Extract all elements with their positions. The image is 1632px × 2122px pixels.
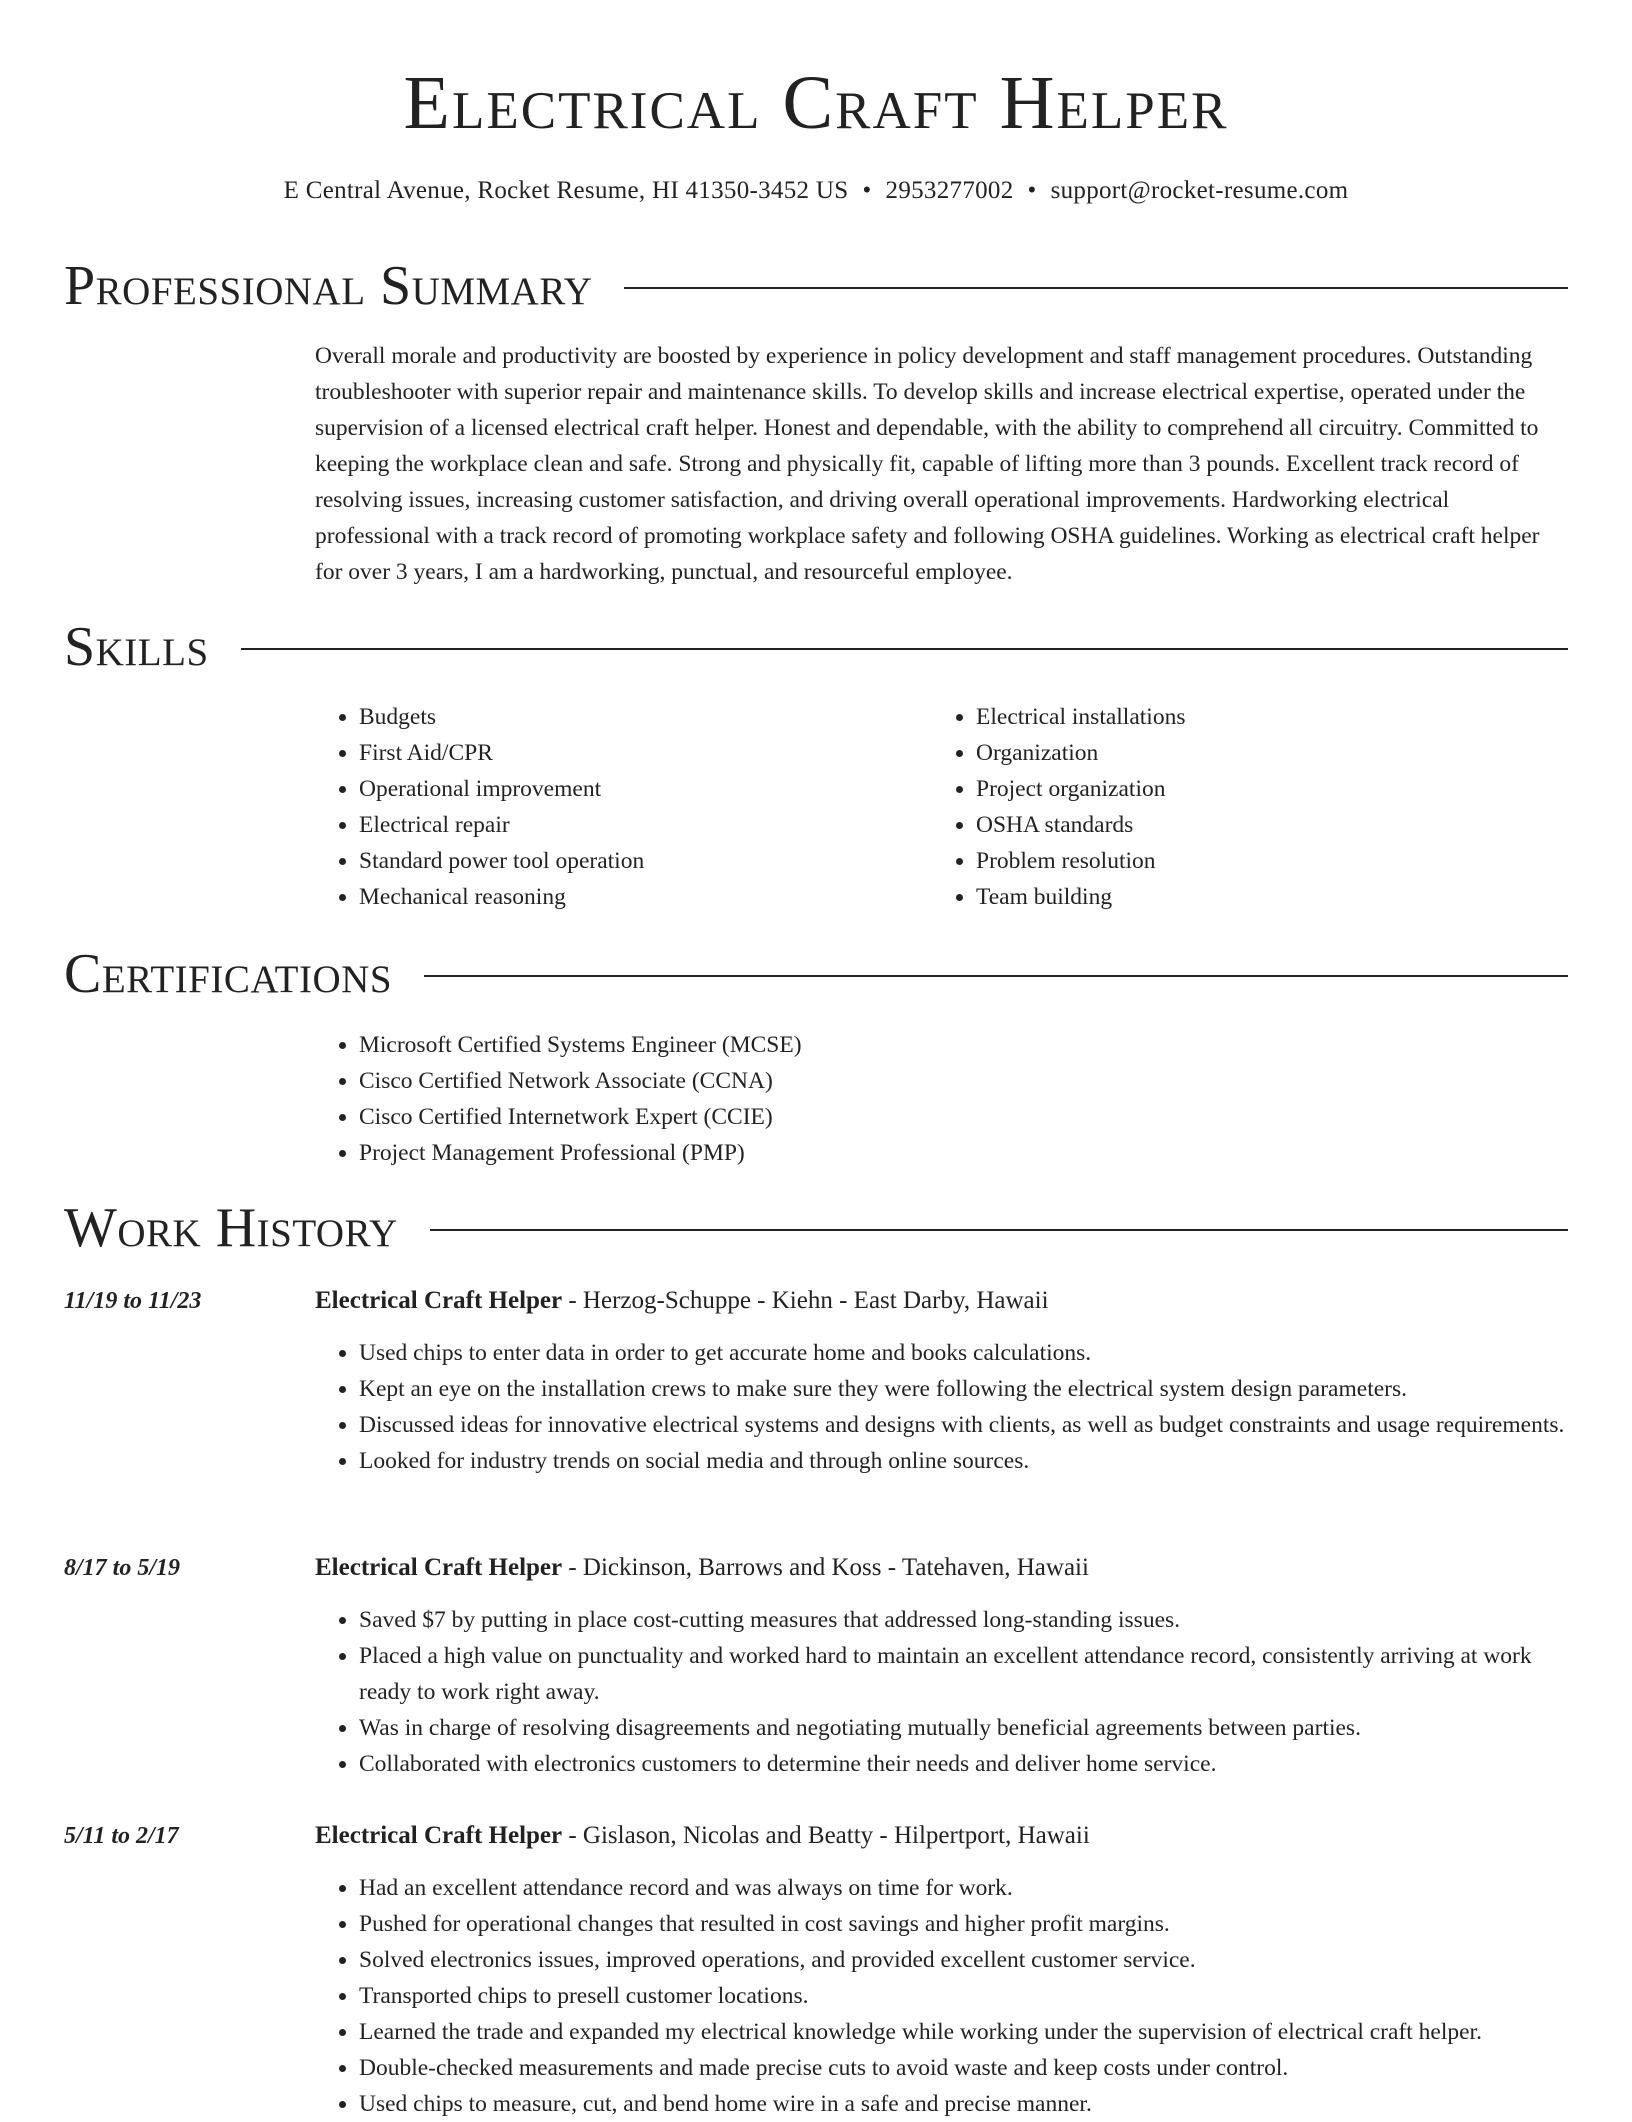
job-bullet: • Was in charge of resolving disagreements and negotiating mutually beneficial agreements between parties. xyxy=(359,1710,1568,1746)
skill-item: • First Aid/CPR xyxy=(359,735,644,771)
summary-section-header xyxy=(64,254,1568,318)
skills-section-header xyxy=(64,615,1568,679)
work-history-section-header xyxy=(64,1196,1568,1260)
contact-phone: 2953277002 xyxy=(885,177,1014,204)
job-bullet: • Learned the trade and expanded my electrical knowledge while working under the supervision of electrical craft helper. xyxy=(359,2014,1568,2050)
job-bullet: • Used chips to enter data in order to get accurate home and books calculations. xyxy=(359,1335,1568,1371)
job-role: Electrical Craft Helper xyxy=(315,1822,563,1849)
job-company: - Gislason, Nicolas and Beatty - Hilpertport, Hawaii xyxy=(562,1822,1090,1849)
job-bullet: • Discussed ideas for innovative electrical systems and designs with clients, as well as budget constraints and usage requirements. xyxy=(359,1407,1568,1443)
skill-item: • Problem resolution xyxy=(976,843,1185,879)
job-bullet: • Solved electronics issues, improved operations, and provided excellent customer service. xyxy=(359,1942,1568,1978)
job-bullet: • Used chips to measure, cut, and bend home wire in a safe and precise manner. xyxy=(359,2086,1568,2122)
section-title-work-history: Work History xyxy=(64,1197,398,1259)
skill-item: • Mechanical reasoning xyxy=(359,879,644,915)
skill-item: • OSHA standards xyxy=(976,807,1185,843)
skill-item: • Project organization xyxy=(976,771,1185,807)
skill-item: • Electrical installations xyxy=(976,699,1185,735)
job-title-line xyxy=(315,1284,1049,1318)
skill-item: • Organization xyxy=(976,735,1185,771)
contact-line xyxy=(0,174,1632,208)
job-bullet: • Had an excellent attendance record and was always on time for work. xyxy=(359,1870,1568,1906)
job-title-line xyxy=(315,1819,1090,1853)
job-bullet: • Placed a high value on punctuality and worked hard to maintain an excellent attendance record, consistently arriving at work ready to work right away. xyxy=(359,1638,1568,1710)
skills-column-left xyxy=(315,699,644,915)
job-role: Electrical Craft Helper xyxy=(315,1287,563,1314)
section-divider xyxy=(424,975,1568,977)
contact-email: support@rocket-resume.com xyxy=(1050,177,1349,204)
section-divider xyxy=(624,287,1568,289)
skill-item: • Electrical repair xyxy=(359,807,644,843)
job-title-line xyxy=(315,1551,1089,1585)
certifications-section-header xyxy=(64,942,1568,1006)
skill-item: • Standard power tool operation xyxy=(359,843,644,879)
job-dates: 5/11 to 2/17 xyxy=(64,1823,179,1849)
summary-text: Overall morale and productivity are boosted by experience in policy development and staff management procedures. Outstanding troubleshooter with superior repair and maintenance skills. To develop skills and increase electrical expertise, operated under the supervision of a licensed electrical craft helper. Honest and dependable, with the ability to comprehend all circuitry. Committed to keeping the workplace clean and safe. Strong and physically fit, capable of lifting more than 3 pounds. Excellent track record of resolving issues, increasing customer satisfaction, and driving overall operational improvements. Hardworking electrical professional with a track record of promoting workplace safety and following OSHA guidelines. Working as electrical craft helper for over 3 years, I am a hardworking, punctual, and resourceful employee. xyxy=(315,343,1540,585)
skill-item: • Operational improvement xyxy=(359,771,644,807)
job-company: - Herzog-Schuppe - Kiehn - East Darby, Hawaii xyxy=(562,1287,1049,1314)
skill-item: • Budgets xyxy=(359,699,644,735)
section-title-certifications: Certifications xyxy=(64,943,393,1005)
certification-item: • Cisco Certified Network Associate (CCNA) xyxy=(359,1063,802,1099)
candidate-name: Electrical Craft Helper xyxy=(403,61,1229,145)
job-bullet: • Double-checked measurements and made precise cuts to avoid waste and keep costs under control. xyxy=(359,2050,1568,2086)
certifications-list xyxy=(315,1027,802,1171)
job-dates: 11/19 to 11/23 xyxy=(64,1288,202,1314)
job-dates: 8/17 to 5/19 xyxy=(64,1555,181,1581)
section-title-skills: Skills xyxy=(64,616,209,678)
job-bullet: • Kept an eye on the installation crews to make sure they were following the electrical system design parameters. xyxy=(359,1371,1568,1407)
job-role: Electrical Craft Helper xyxy=(315,1554,563,1581)
skill-item: • Team building xyxy=(976,879,1185,915)
certification-item: • Microsoft Certified Systems Engineer (MCSE) xyxy=(359,1027,802,1063)
section-divider xyxy=(430,1229,1568,1231)
section-divider xyxy=(241,648,1568,650)
job-bullet: • Pushed for operational changes that resulted in cost savings and higher profit margins. xyxy=(359,1906,1568,1942)
job-bullet: • Transported chips to presell customer locations. xyxy=(359,1978,1568,2014)
skills-column-right xyxy=(932,699,1185,915)
contact-separator: • xyxy=(862,177,872,204)
certification-item: • Cisco Certified Internetwork Expert (CCIE) xyxy=(359,1099,802,1135)
certification-item: • Project Management Professional (PMP) xyxy=(359,1135,802,1171)
job-company: - Dickinson, Barrows and Koss - Tatehaven, Hawaii xyxy=(562,1554,1089,1581)
job-bullet: • Saved $7 by putting in place cost-cutting measures that addressed long-standing issues. xyxy=(359,1602,1568,1638)
job-bullet: • Looked for industry trends on social media and through online sources. xyxy=(359,1443,1568,1479)
contact-separator: • xyxy=(1027,177,1037,204)
section-title-summary: Professional Summary xyxy=(64,255,593,317)
contact-address: E Central Avenue, Rocket Resume, HI 41350-3452 US xyxy=(283,177,849,204)
job-bullet: • Collaborated with electronics customers to determine their needs and deliver home service. xyxy=(359,1746,1568,1782)
